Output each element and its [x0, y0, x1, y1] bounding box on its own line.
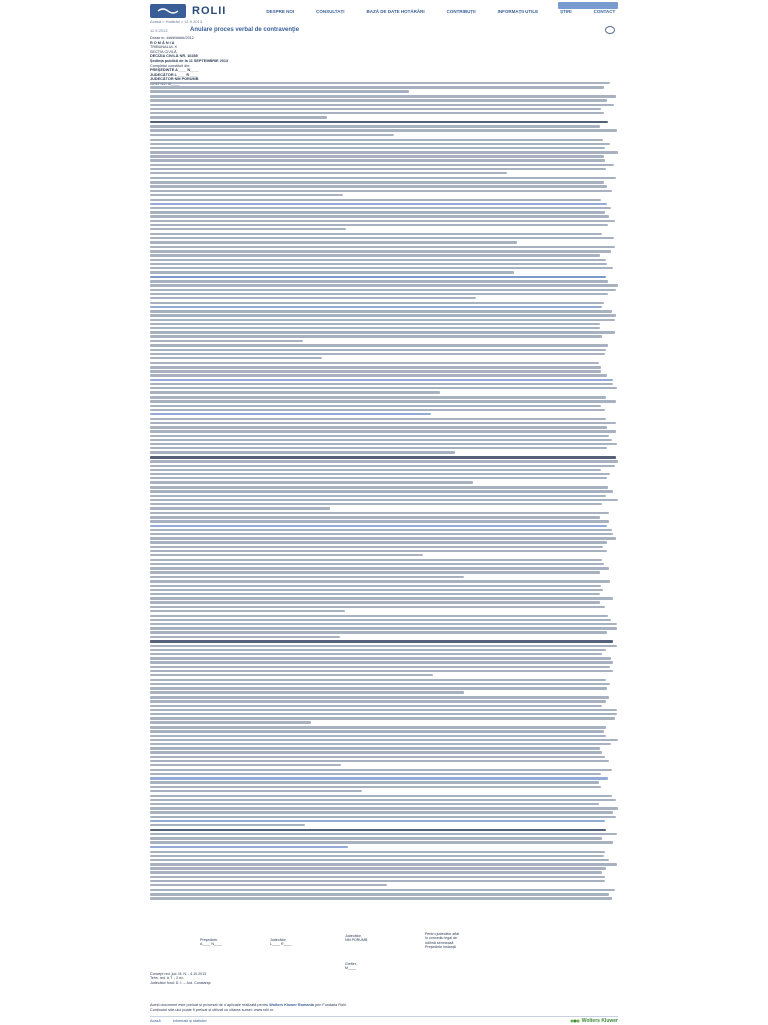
body-text-line	[150, 237, 614, 239]
body-text-line	[150, 871, 602, 873]
body-text-line	[150, 636, 340, 638]
body-text-line	[150, 550, 607, 552]
body-paragraph	[150, 302, 618, 342]
body-text-line	[150, 220, 615, 222]
body-text-line	[150, 645, 617, 647]
signature-president	[200, 938, 222, 947]
body-paragraph	[150, 829, 618, 848]
body-text-line	[150, 726, 606, 728]
body-text-line	[150, 451, 455, 453]
body-text-line	[150, 490, 613, 492]
body-text-line	[150, 589, 603, 591]
signature-name: NM PORUMB	[345, 938, 368, 943]
body-text-line	[150, 323, 600, 325]
body-text-line	[150, 846, 348, 848]
meta-line: DECIZIA CIVILĂ NR. 10285	[150, 54, 198, 59]
body-text-line	[150, 271, 514, 273]
source-note-text: Acest document este preluat și procesat de o aplicație realizată pentru	[150, 1003, 269, 1007]
body-text-line	[150, 631, 607, 633]
body-text-line	[150, 863, 617, 865]
body-text-line	[150, 95, 616, 97]
body-text-line	[150, 477, 607, 479]
signature-name: L____ R____	[270, 942, 292, 947]
body-text-line	[150, 422, 616, 424]
body-text-line	[150, 396, 606, 398]
source-note-line-2: Conținutul site-ului poate fi preluat și utilizat cu citarea sursei: www.rolii.ro	[150, 1007, 274, 1012]
body-text-line	[150, 190, 612, 192]
source-note-text: prin Fundația Rolii.	[315, 1003, 347, 1007]
body-paragraph	[150, 139, 618, 175]
logo-mark	[150, 4, 186, 18]
body-text-line	[150, 241, 517, 243]
body-text-line	[150, 897, 612, 899]
signature-judge-2	[345, 934, 367, 943]
body-text-line	[150, 185, 607, 187]
meta-line: SECŢIA CIVILĂ	[150, 49, 177, 54]
body-text-line	[150, 194, 343, 196]
body-text-line	[150, 297, 476, 299]
body-text-line	[150, 147, 605, 149]
body-text-line	[150, 400, 616, 402]
body-text-line	[150, 302, 604, 304]
body-text-line	[150, 353, 605, 355]
body-text-line	[150, 683, 610, 685]
body-text-line	[150, 649, 606, 651]
body-text-line	[150, 164, 614, 166]
body-paragraph	[150, 82, 618, 93]
wolters-kluwer-text: Wolters Kluwer	[581, 1018, 618, 1024]
body-text-line	[150, 426, 607, 428]
body-text-line	[150, 601, 600, 603]
body-paragraph	[150, 276, 618, 299]
body-text-line	[150, 876, 605, 878]
signature-role: Grefier,	[345, 962, 357, 966]
body-text-line	[150, 366, 601, 368]
signature-role: Preşedinte,	[200, 938, 219, 942]
body-text-line	[150, 884, 387, 886]
body-text-line	[150, 263, 607, 265]
body-text-line	[150, 696, 609, 698]
body-text-line	[150, 795, 612, 797]
body-text-line	[150, 327, 600, 329]
body-paragraph	[150, 851, 618, 887]
body-text-line	[150, 409, 605, 411]
drafting-notes	[150, 972, 211, 985]
signature-role: Judecător,	[345, 934, 362, 938]
body-text-line	[150, 405, 601, 407]
body-paragraph	[150, 889, 618, 902]
body-text-line	[150, 344, 608, 346]
body-text-line	[150, 134, 394, 136]
body-text-line	[150, 735, 606, 737]
body-text-line	[150, 640, 613, 642]
body-text-line	[150, 619, 611, 621]
meta-line: PREŞEDINTE A____ N____	[150, 68, 199, 73]
body-text-line	[150, 181, 604, 183]
body-text-line	[150, 820, 605, 822]
body-text-line	[150, 816, 616, 818]
drafting-note: Concept red. jud. M. N. - 4.10.2013	[150, 972, 207, 976]
nav-item-database[interactable]: BAZĂ DE DATE HOTĂRÂRI	[366, 8, 425, 14]
body-text-line	[150, 721, 311, 723]
body-text-line	[150, 233, 602, 235]
body-text-line	[150, 370, 601, 372]
body-text-line	[150, 246, 615, 248]
body-text-line	[150, 811, 613, 813]
meta-line: JUDECĂTOR L____ R____	[150, 72, 198, 77]
body-paragraph	[150, 726, 618, 766]
body-text-line	[150, 859, 609, 861]
footer-link-info[interactable]: Informații și statistici	[172, 1019, 207, 1023]
body-text-line	[150, 713, 617, 715]
signature-name: A____ N____	[200, 942, 222, 947]
body-text-line	[150, 319, 615, 321]
body-text-line	[150, 837, 602, 839]
body-text-line	[150, 512, 609, 514]
signature-note-line: odihnă semnează	[425, 940, 454, 945]
body-text-line	[150, 537, 616, 539]
signature-note-line: în concediu legal de	[425, 936, 457, 941]
body-text-line	[150, 211, 605, 213]
body-text-line	[150, 418, 606, 420]
nav-item-contact[interactable]: CONTACT	[593, 8, 616, 14]
body-text-line	[150, 473, 610, 475]
body-paragraph	[150, 418, 618, 454]
body-text-line	[150, 362, 599, 364]
body-text-line	[150, 606, 605, 608]
body-text-line	[150, 379, 613, 381]
document-date: 11.9.2013	[150, 27, 168, 33]
body-text-line	[150, 430, 616, 432]
body-text-line	[150, 90, 409, 92]
body-text-line	[150, 661, 613, 663]
body-text-line	[150, 108, 601, 110]
body-text-line	[150, 790, 362, 792]
body-text-line	[150, 760, 609, 762]
nav-item-contributions[interactable]: CONTRIBUȚII	[446, 8, 476, 14]
body-text-line	[150, 159, 605, 161]
body-paragraph	[150, 121, 618, 136]
body-text-line	[150, 709, 617, 711]
case-metadata	[150, 36, 270, 87]
body-text-line	[150, 610, 345, 612]
body-text-line	[150, 250, 611, 252]
body-text-line	[150, 585, 601, 587]
body-text-line	[150, 413, 431, 415]
body-text-line	[150, 824, 305, 826]
body-text-line	[150, 679, 606, 681]
body-text-line	[150, 284, 618, 286]
body-text-line	[150, 756, 605, 758]
body-text-line	[150, 580, 610, 582]
body-text-line	[150, 554, 423, 556]
body-text-line	[150, 781, 599, 783]
body-text-line	[150, 597, 613, 599]
signature-note-line: Pentru judecător aflat	[425, 932, 460, 936]
drafting-note: Judecător fond: D. I. – Jud. Constanţa	[150, 980, 211, 985]
main-nav	[266, 9, 637, 14]
body-text-line	[150, 139, 603, 141]
body-text-line	[150, 541, 607, 543]
body-text-line	[150, 177, 616, 179]
body-text-line	[150, 155, 604, 157]
logo-icon	[157, 6, 179, 16]
meta-line: Şedinţa publică de la 11 SEPTEMBRIE 2013	[150, 58, 229, 63]
body-text-line	[150, 125, 600, 127]
body-text-line	[150, 469, 601, 471]
body-text-line	[150, 199, 601, 201]
body-text-line	[150, 841, 613, 843]
body-text-line	[150, 391, 440, 393]
wolters-kluwer-logo[interactable]	[570, 1018, 618, 1024]
body-paragraph	[150, 233, 618, 244]
body-text-line	[150, 439, 612, 441]
site-logo[interactable]	[150, 4, 226, 18]
body-paragraph	[150, 580, 618, 612]
body-text-line	[150, 691, 464, 693]
body-text-line	[150, 880, 605, 882]
body-text-line	[150, 112, 604, 114]
body-text-line	[150, 215, 609, 217]
body-text-line	[150, 807, 618, 809]
body-paragraph	[150, 559, 618, 578]
body-paragraph	[150, 640, 618, 676]
body-paragraph	[150, 246, 618, 274]
top-search-strip[interactable]	[558, 2, 618, 9]
body-text-line	[150, 447, 607, 449]
signature-judge-1	[270, 938, 292, 947]
body-text-line	[150, 82, 610, 84]
body-text-line	[150, 465, 615, 467]
body-text-line	[150, 777, 608, 779]
body-text-line	[150, 259, 606, 261]
body-text-line	[150, 310, 612, 312]
body-text-line	[150, 803, 599, 805]
body-text-line	[150, 104, 614, 106]
body-paragraph	[150, 512, 618, 556]
body-text-line	[150, 786, 601, 788]
body-text-line	[150, 495, 606, 497]
body-text-line	[150, 529, 612, 531]
body-text-line	[150, 86, 604, 88]
body-text-line	[150, 387, 617, 389]
footer-link-home[interactable]: Acasă	[150, 1019, 161, 1023]
body-paragraph	[150, 696, 618, 724]
document-title: Anulare proces verbal de contravenţie	[190, 27, 300, 33]
body-text-line	[150, 829, 606, 831]
signatures-block	[150, 930, 618, 980]
body-text-line	[150, 267, 613, 269]
document-body	[150, 82, 618, 902]
body-text-line	[150, 855, 604, 857]
meta-line: Completul constituit din:	[150, 63, 191, 68]
body-text-line	[150, 571, 600, 573]
body-text-line	[150, 833, 617, 835]
body-text-line	[150, 559, 602, 561]
body-text-line	[150, 670, 613, 672]
body-text-line	[150, 546, 603, 548]
body-paragraph	[150, 679, 618, 694]
source-note-link[interactable]: Wolters Kluwer Romania	[269, 1003, 314, 1007]
body-text-line	[150, 533, 613, 535]
body-text-line	[150, 623, 617, 625]
body-text-line	[150, 228, 346, 230]
body-text-line	[150, 516, 600, 518]
body-text-line	[150, 99, 607, 101]
body-text-line	[150, 481, 473, 483]
body-text-line	[150, 460, 618, 462]
body-text-line	[150, 593, 600, 595]
body-text-line	[150, 615, 608, 617]
body-text-line	[150, 121, 608, 123]
body-text-line	[150, 331, 615, 333]
body-text-line	[150, 687, 607, 689]
body-text-line	[150, 207, 611, 209]
body-text-line	[150, 116, 327, 118]
body-text-line	[150, 276, 606, 278]
signature-clerk	[345, 962, 357, 971]
body-text-line	[150, 893, 609, 895]
body-text-line	[150, 203, 607, 205]
nav-item-about[interactable]: DESPRE NOI	[266, 8, 295, 14]
signature-absent-note	[425, 932, 459, 949]
body-text-line	[150, 666, 610, 668]
meta-line: TRIBUNALUL X	[150, 45, 178, 50]
body-text-line	[150, 747, 600, 749]
body-text-line	[150, 902, 613, 903]
breadcrumb[interactable]: Acasă > Hotărâri > 11.9.2013	[150, 19, 202, 24]
body-text-line	[150, 456, 616, 458]
body-text-line	[150, 503, 602, 505]
body-text-line	[150, 799, 616, 801]
logo-text: ROLII	[192, 5, 227, 17]
body-text-line	[150, 306, 602, 308]
body-text-line	[150, 705, 602, 707]
body-text-line	[150, 168, 606, 170]
body-text-line	[150, 499, 618, 501]
body-text-line	[150, 764, 341, 766]
body-text-line	[150, 520, 609, 522]
body-text-line	[150, 730, 604, 732]
body-text-line	[150, 576, 464, 578]
body-text-line	[150, 443, 617, 445]
body-paragraph	[150, 95, 618, 118]
body-text-line	[150, 674, 433, 676]
body-text-line	[150, 739, 618, 741]
wolters-kluwer-icon	[570, 1018, 580, 1024]
signature-name: M____	[345, 966, 356, 971]
body-text-line	[150, 254, 600, 256]
body-text-line	[150, 717, 615, 719]
body-paragraph	[150, 177, 618, 196]
body-text-line	[150, 700, 606, 702]
body-paragraph	[150, 344, 618, 359]
body-text-line	[150, 507, 330, 509]
body-text-line	[150, 525, 607, 527]
body-paragraph	[150, 486, 618, 509]
body-text-line	[150, 289, 616, 291]
body-paragraph	[150, 795, 618, 827]
body-text-line	[150, 567, 609, 569]
nav-item-useful-info[interactable]: INFORMAȚII UTILE	[497, 8, 539, 14]
nav-item-consult[interactable]: CONSULTAȚI	[316, 8, 345, 14]
body-paragraph	[150, 396, 618, 415]
meta-line: R O M Â N I A	[150, 40, 175, 45]
body-text-line	[150, 563, 604, 565]
top-navigation-bar	[0, 0, 768, 22]
body-text-line	[150, 769, 612, 771]
body-text-line	[150, 340, 303, 342]
source-note	[150, 1003, 618, 1012]
body-text-line	[150, 314, 616, 316]
drafting-note: Tehn. red. A.T. - 2 ex.	[150, 976, 184, 981]
body-text-line	[150, 627, 617, 629]
body-paragraph	[150, 769, 618, 792]
body-text-line	[150, 383, 613, 385]
body-text-line	[150, 435, 609, 437]
body-text-line	[150, 280, 608, 282]
body-text-line	[150, 349, 606, 351]
body-text-line	[150, 486, 608, 488]
meta-line: JUDECĂTOR NM PORUMB	[150, 77, 199, 82]
body-paragraph	[150, 362, 618, 394]
body-text-line	[150, 653, 602, 655]
body-paragraph	[150, 456, 618, 484]
signature-note-line: Preşedinte instanţă	[425, 944, 456, 949]
document-header	[150, 26, 615, 34]
body-text-line	[150, 129, 617, 131]
body-paragraph	[150, 199, 618, 231]
body-text-line	[150, 151, 618, 153]
body-text-line	[150, 751, 602, 753]
body-text-line	[150, 143, 610, 145]
nav-item-news[interactable]: ȘTIRI	[560, 8, 572, 14]
body-text-line	[150, 743, 611, 745]
body-text-line	[150, 657, 611, 659]
body-text-line	[150, 773, 601, 775]
body-text-line	[150, 889, 615, 891]
body-text-line	[150, 357, 322, 359]
body-text-line	[150, 172, 507, 174]
body-text-line	[150, 374, 607, 376]
body-text-line	[150, 335, 602, 337]
meta-line: Dosar nr. ####/####/2012	[150, 36, 194, 40]
body-text-line	[150, 224, 608, 226]
signature-role: Judecător,	[270, 938, 287, 942]
body-paragraph	[150, 615, 618, 638]
body-text-line	[150, 293, 608, 295]
print-icon[interactable]	[605, 26, 615, 34]
body-text-line	[150, 867, 606, 869]
body-text-line	[150, 851, 605, 853]
